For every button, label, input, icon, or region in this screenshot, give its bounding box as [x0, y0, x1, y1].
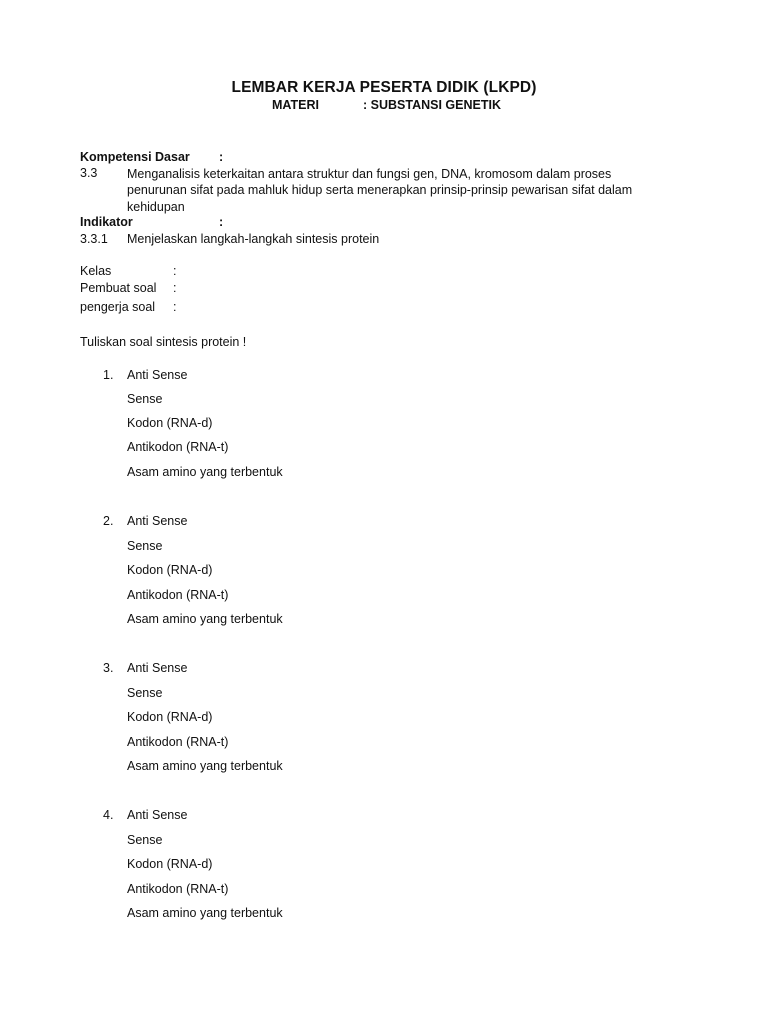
kompetensi-dasar-colon: : — [219, 150, 224, 164]
question-line-kodon: Kodon (RNA-d) — [127, 416, 213, 430]
kompetensi-text: Menganalisis keterkaitan antara struktur dan fungsi gen, DNA, kromosom dalam proses penurunan sifat pada mahluk hidup serta menerapkan prinsip-prinsip pewarisan sifat dalam kehidupan — [127, 167, 633, 214]
kelas-label: Kelas — [80, 264, 112, 278]
question-number: 3. — [103, 661, 114, 675]
kompetensi-number: 3.3 — [80, 166, 98, 180]
question-line-anti-sense: Anti Sense — [127, 514, 188, 528]
question-line-antikodon: Antikodon (RNA-t) — [127, 882, 229, 896]
question-line-anti-sense: Anti Sense — [127, 368, 188, 382]
pembuat-soal-label: Pembuat soal — [80, 281, 157, 295]
materi-label: MATERI — [272, 98, 319, 112]
question-number: 1. — [103, 368, 114, 382]
question-line-sense: Sense — [127, 833, 163, 847]
question-line-kodon: Kodon (RNA-d) — [127, 857, 213, 871]
question-line-antikodon: Antikodon (RNA-t) — [127, 588, 229, 602]
question-number: 2. — [103, 514, 114, 528]
question-line-antikodon: Antikodon (RNA-t) — [127, 735, 229, 749]
indikator-text: Menjelaskan langkah-langkah sintesis protein — [127, 232, 380, 246]
page-title: LEMBAR KERJA PESERTA DIDIK (LKPD) — [231, 79, 537, 96]
indikator-number: 3.3.1 — [80, 232, 108, 246]
question-line-antikodon: Antikodon (RNA-t) — [127, 440, 229, 454]
question-line-anti-sense: Anti Sense — [127, 661, 188, 675]
indikator-colon: : — [219, 215, 224, 229]
instruction-text: Tuliskan soal sintesis protein ! — [80, 335, 247, 349]
materi-value: : SUBSTANSI GENETIK — [363, 98, 501, 112]
pengerja-soal-label: pengerja soal — [80, 300, 156, 314]
question-line-asam-amino: Asam amino yang terbentuk — [127, 465, 283, 479]
question-line-sense: Sense — [127, 392, 163, 406]
question-line-asam-amino: Asam amino yang terbentuk — [127, 906, 283, 920]
pengerja-soal-colon: : — [173, 300, 177, 314]
pembuat-soal-colon: : — [173, 281, 177, 295]
question-line-anti-sense: Anti Sense — [127, 808, 188, 822]
question-line-kodon: Kodon (RNA-d) — [127, 710, 213, 724]
question-line-kodon: Kodon (RNA-d) — [127, 563, 213, 577]
question-line-sense: Sense — [127, 686, 163, 700]
question-line-sense: Sense — [127, 539, 163, 553]
question-number: 4. — [103, 808, 114, 822]
question-line-asam-amino: Asam amino yang terbentuk — [127, 759, 283, 773]
kompetensi-dasar-label: Kompetensi Dasar — [80, 150, 190, 164]
indikator-label: Indikator — [80, 215, 133, 229]
kelas-colon: : — [173, 264, 177, 278]
question-line-asam-amino: Asam amino yang terbentuk — [127, 612, 283, 626]
